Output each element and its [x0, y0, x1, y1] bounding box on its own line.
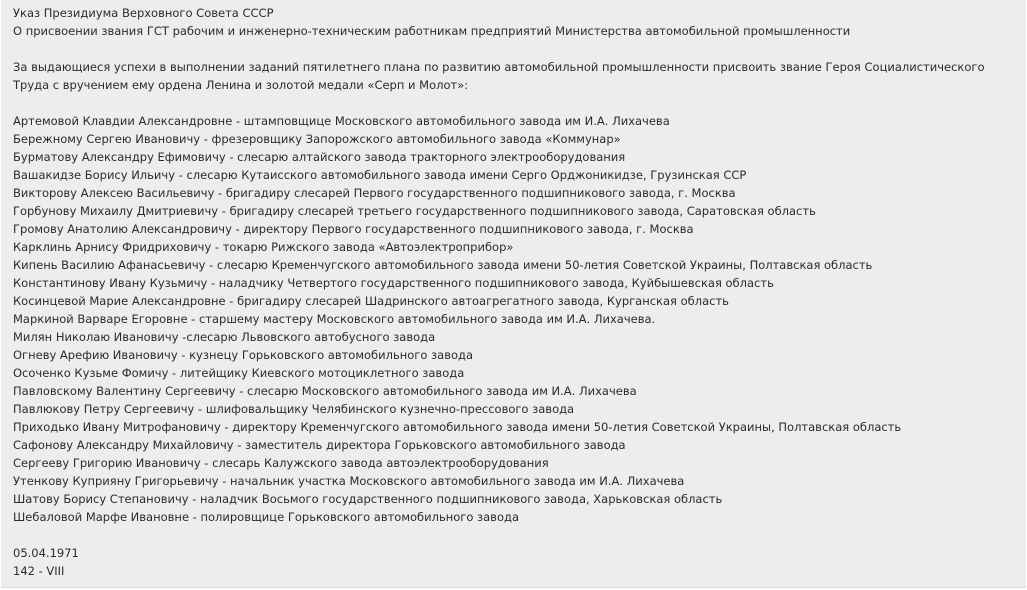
list-item: Сафонову Александру Михайловичу - заместитель директора Горьковского автомобильного завода — [13, 438, 626, 452]
decree-text — [13, 4, 1021, 580]
list-item: Вашакидзе Борису Ильичу - слесарю Кутаисского автомобильного завода имени Серго Орджоникидзе, Грузинская ССР — [13, 168, 747, 182]
decree-intro: За выдающиеся успехи в выполнении заданий пятилетнего плана по развитию автомобильной промышленности присвоить звание Героя Социалистического Труда с вручением ему ордена Ленина и золотой медали «Серп и Молот»: — [13, 60, 985, 92]
decree-title: Указ Президиума Верховного Совета СССР — [13, 6, 274, 20]
list-item: Карклинь Арнису Фридриховичу - токарю Рижского завода «Автоэлектроприбор» — [13, 240, 514, 254]
spacer — [13, 94, 1021, 112]
list-item: Громову Анатолию Александровичу - директору Первого государственного подшипникового завода, г. Москва — [13, 222, 694, 236]
list-item: Артемовой Клавдии Александровне - штамповщице Московского автомобильного завода им И.А. Лихачева — [13, 114, 670, 128]
list-item: Константинову Ивану Кузьмичу - наладчику Четвертого государственного подшипникового завода, Куйбышевская область — [13, 276, 774, 290]
list-item: Горбунову Михаилу Дмитриевичу - бригадиру слесарей третьего государственного подшипникового завода, Саратовская область — [13, 204, 816, 218]
list-item: Милян Николаю Ивановичу -слесарю Львовского автобусного завода — [13, 330, 436, 344]
list-item: Огневу Арефию Ивановичу - кузнецу Горьковского автомобильного завода — [13, 348, 474, 362]
awardee-list — [13, 112, 1021, 526]
decree-number: 142 - VIII — [13, 564, 65, 578]
spacer — [13, 526, 1021, 544]
list-item: Маркиной Варваре Егоровне - старшему мастеру Московского автомобильного завода им И.А. Лихачева. — [13, 312, 656, 326]
list-item: Викторову Алексею Васильевичу - бригадиру слесарей Первого государственного подшипникового завода, г. Москва — [13, 186, 736, 200]
list-item: Шатову Борису Степановичу - наладчик Восьмого государственного подшипникового завода, Харьковская область — [13, 492, 723, 506]
list-item: Утенкову Куприяну Григорьевичу - начальник участка Московского автомобильного завода им И.А. Лихачева — [13, 474, 685, 488]
spacer — [13, 40, 1021, 58]
list-item: Шебаловой Марфе Ивановне - полировщице Горьковского автомобильного завода — [13, 510, 519, 524]
document-panel — [1, 0, 1026, 588]
list-item: Павловскому Валентину Сергеевичу - слесарю Московского автомобильного завода им И.А. Лихачева — [13, 384, 637, 398]
decree-subject: О присвоении звания ГСТ рабочим и инженерно-техническим работникам предприятий Министерства автомобильной промышленности — [13, 24, 851, 38]
list-item: Косинцевой Марие Александровне - бригадиру слесарей Шадринского автоагрегатного завода, Курганская область — [13, 294, 729, 308]
list-item: Кипень Василию Афанасьевичу - слесарю Кременчугского автомобильного завода имени 50-летия Советской Украины, Полтавская область — [13, 258, 873, 272]
list-item: Сергееву Григорию Ивановичу - слесарь Калужского завода автоэлектрооборудования — [13, 456, 549, 470]
list-item: Приходько Ивану Митрофановичу - директору Кременчугского автомобильного завода имени 50-летия Советской Украины, Полтавская область — [13, 420, 902, 434]
list-item: Павлюкову Петру Сергеевичу - шлифовальщику Челябинского кузнечно-прессового завода — [13, 402, 575, 416]
list-item: Бурматову Александру Ефимовичу - слесарю алтайского завода тракторного электрооборудования — [13, 150, 626, 164]
list-item: Бережному Сергею Ивановичу - фрезеровщику Запорожского автомобильного завода «Коммунар» — [13, 132, 621, 146]
decree-date: 05.04.1971 — [13, 546, 79, 560]
list-item: Осоченко Кузьме Фомичу - литейщику Киевского мотоциклетного завода — [13, 366, 465, 380]
